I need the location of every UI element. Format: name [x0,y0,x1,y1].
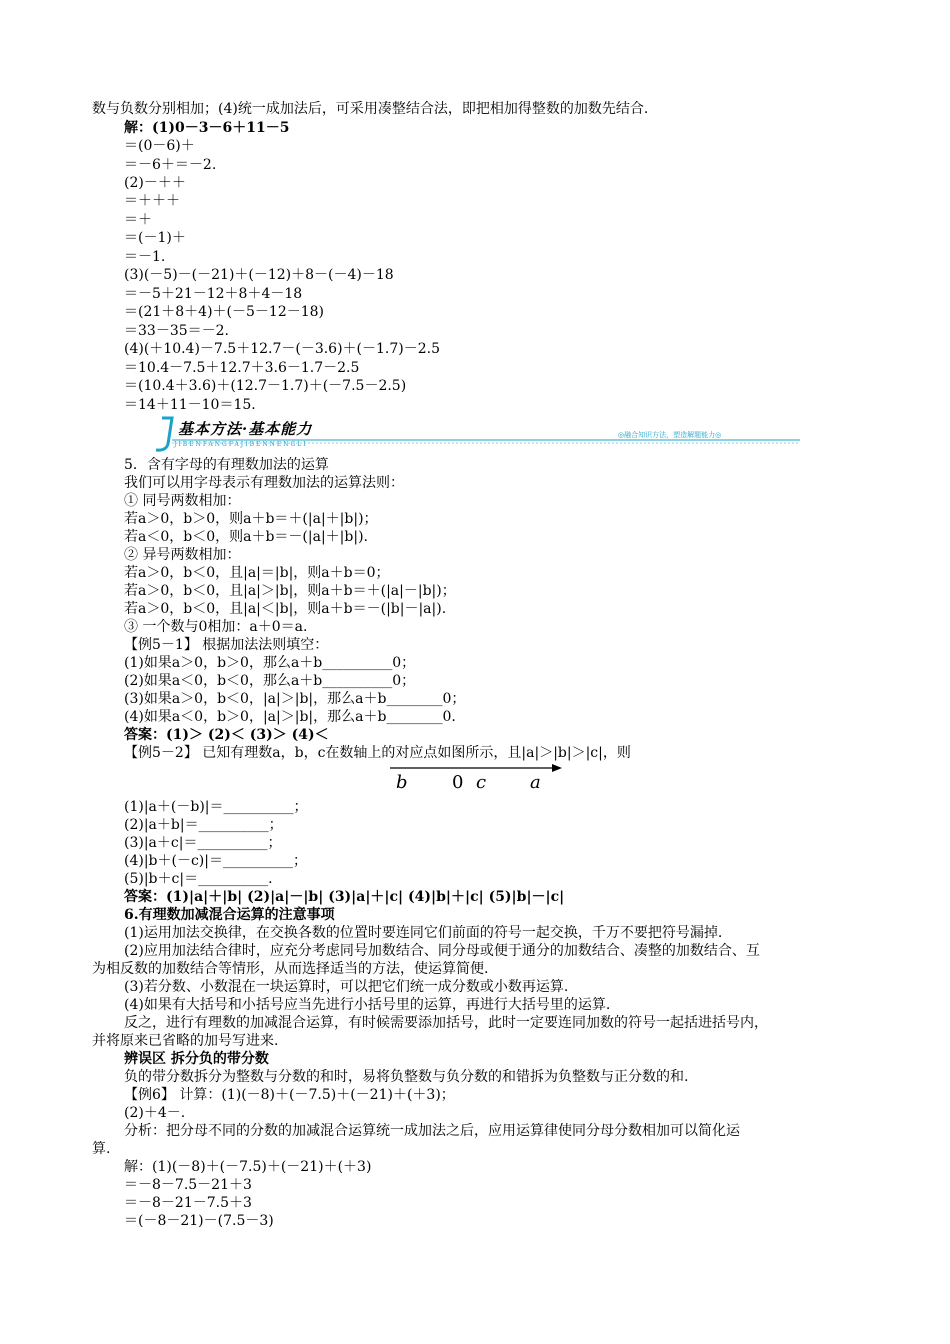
banner-title: 基本方法·基本能力 [178,420,313,438]
text-line: ＝－8－21－7.5＋3 [124,1195,252,1211]
text-line: (1)|a＋(－b)|＝__________； [124,799,308,815]
text-line: 若a＞0，b＜0，且|a|＝|b|，则a＋b＝0； [124,565,390,581]
text-line: (2)如果a＜0，b＜0，那么a＋b__________0； [124,673,416,689]
section-banner [148,414,800,454]
text-line: ② 异号两数相加： [124,547,241,563]
text-line: 【例6】 计算：(1)(－8)＋(－7.5)＋(－21)＋(＋3)； [124,1087,455,1103]
text-line: (3)如果a＞0，b＜0，|a|＞|b|，那么a＋b________0； [124,691,466,707]
number-line-label-a: a [530,772,541,793]
text-line: ＝(0－6)＋ [124,138,195,154]
text-line: 解：(1)(－8)＋(－7.5)＋(－21)＋(＋3) [124,1159,372,1175]
text-line: (1)如果a＞0，b＞0，那么a＋b__________0； [124,655,416,671]
text-line: ＝－1. [124,249,166,265]
text-line: 解：(1)0－3－6＋11－5 [124,120,290,136]
text-line: 为相反数的加数结合等情形，从而选择适当的方法，使运算简便. [92,961,489,977]
text-line: (5)|b＋c|＝__________. [124,871,273,887]
text-line: 6.有理数加减混合运算的注意事项 [124,907,335,923]
text-line: ＝＋＋＋ [124,193,180,209]
text-line: 反之，进行有理数的加减混合运算，有时候需要添加括号，此时一定要连同加数的符号一起括进括号内， [124,1015,768,1031]
text-line: 若a＜0，b＜0，则a＋b＝－(|a|＋|b|). [124,529,368,545]
text-line: (4)|b＋(－c)|＝__________； [124,853,307,869]
text-line: (4)如果a＜0，b＞0，|a|＞|b|，那么a＋b________0. [124,709,456,725]
text-line: 我们可以用字母表示有理数加法的运算法则： [124,475,404,491]
text-line: 数与负数分别相加；(4)统一成加法后，可采用凑整结合法，即把相加得整数的加数先结合. [92,101,649,117]
text-line: 答案：(1)|a|＋|b| (2)|a|－|b| (3)|a|＋|c| (4)|b|＋|c| (5)|b|－|c| [124,889,565,905]
number-line-label-c: c [476,772,487,793]
text-line: 若a＞0，b＞0，则a＋b＝＋(|a|＋|b|)； [124,511,378,527]
text-line: 5．含有字母的有理数加法的运算 [124,457,329,473]
text-line: 【例5－2】 已知有理数a，b，c在数轴上的对应点如图所示，且|a|＞|b|＞|c|，则 [124,745,631,761]
number-line-figure [386,758,566,798]
text-line: ＝33－35＝－2. [124,323,229,339]
text-line: ＝－5＋21－12＋8＋4－18 [124,286,303,302]
text-line: ＝－6＋＝－2. [124,157,217,173]
text-line: (2)＋4－. [124,1105,186,1121]
text-line: 【例5－1】 根据加法法则填空： [124,637,329,653]
text-line: ③ 一个数与0相加：a＋0＝a. [124,619,308,635]
text-line: 答案：(1)＞ (2)＜ (3)＞ (4)＜ [124,727,329,743]
text-line: 辨误区 拆分负的带分数 [124,1051,269,1067]
text-line: (2)应用加法结合律时，应充分考虑同号加数结合、同分母或便于通分的加数结合、凑整的加数结合、互 [124,943,760,959]
number-line-label-zero: 0 [452,772,464,793]
text-line: ＝＋ [124,212,152,228]
text-line: ＝(－8－21)－(7.5－3) [124,1213,274,1229]
text-line: ＝－8－7.5－21＋3 [124,1177,252,1193]
text-line: (4)如果有大括号和小括号应当先进行小括号里的运算，再进行大括号里的运算. [124,997,611,1013]
text-line: ＝(10.4＋3.6)＋(12.7－1.7)＋(－7.5－2.5) [124,378,407,394]
text-line: (4)(＋10.4)－7.5＋12.7－(－3.6)＋(－1.7)－2.5 [124,341,441,357]
text-line: (2)|a＋b|＝__________； [124,817,283,833]
banner-right-text: ◎融合知识方法，塑造解题能力◎ [618,431,722,439]
text-line: 并将原来已省略的加号写进来. [92,1033,279,1049]
text-line: ＝10.4－7.5＋12.7＋3.6－1.7－2.5 [124,360,360,376]
text-line: (3)若分数、小数混在一块运算时，可以把它们统一成分数或小数再运算. [124,979,569,995]
text-line: ＝14＋11－10＝15. [124,397,256,413]
text-line: 若a＞0，b＜0，且|a|＞|b|，则a＋b＝＋(|a|－|b|)； [124,583,456,599]
text-line: (1)运用加法交换律，在交换各数的位置时要连同它们前面的符号一起交换，千万不要把符号漏掉. [124,925,723,941]
text-line: ① 同号两数相加： [124,493,241,509]
text-line: (3)|a＋c|＝__________； [124,835,282,851]
text-line: 算. [92,1141,111,1157]
text-line: 分析：把分母不同的分数的加减混合运算统一成加法之后，应用运算律使同分母分数相加可以简化运 [124,1123,740,1139]
text-line: (2)－＋＋ [124,175,186,191]
banner-subtitle: JIBENFANGFAJIBENNENGLI [174,441,308,448]
text-line: (3)(－5)－(－21)＋(－12)＋8－(－4)－18 [124,267,394,283]
text-line: ＝(21＋8＋4)＋(－5－12－18) [124,304,325,320]
text-line: ＝(－1)＋ [124,230,186,246]
number-line-label-b: b [396,772,408,793]
text-line: 负的带分数拆分为整数与分数的和时，易将负整数与负分数的和错拆为负整数与正分数的和. [124,1069,689,1085]
text-line: 若a＞0，b＜0，且|a|＜|b|，则a＋b＝－(|b|－|a|). [124,601,447,617]
